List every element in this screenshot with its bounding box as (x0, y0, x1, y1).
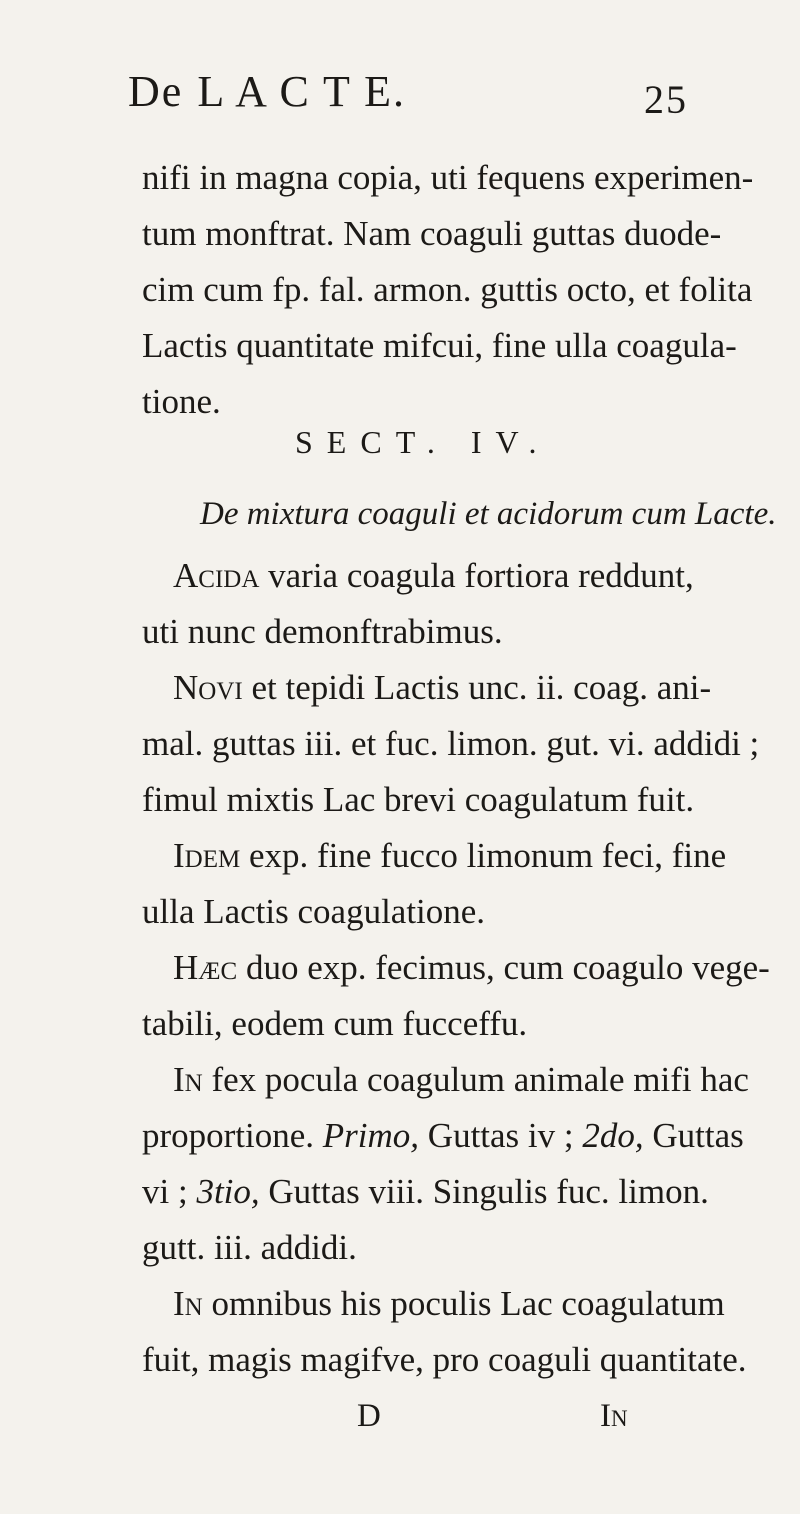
text-line: tum monftrat. Nam coaguli guttas duode- (142, 214, 722, 253)
lead-word: Novi (173, 668, 243, 707)
text-line: proportione. Primo, Guttas iv ; 2do, Guttas (142, 1116, 744, 1155)
lead-word: In (173, 1060, 203, 1099)
section-heading: SECT. IV. (295, 424, 551, 460)
text-line: Novi et tepidi Lactis unc. ii. coag. ani- (173, 668, 712, 707)
signature-mark: D (357, 1398, 381, 1434)
text-line: Lactis quantitate mifcui, fine ulla coagula- (142, 326, 737, 365)
text-line: mal. guttas iii. et fuc. limon. gut. vi. addidi ; (142, 724, 760, 763)
text-line: In fex pocula coagulum animale mifi hac (173, 1060, 749, 1099)
text-line: tione. (142, 382, 221, 421)
lead-word: Hæc (173, 948, 238, 987)
text-line: gutt. iii. addidi. (142, 1228, 357, 1267)
text-line: nifi in magna copia, uti fequens experimen- (142, 158, 754, 197)
lead-word: In (173, 1284, 203, 1323)
lead-word: Idem (173, 836, 241, 875)
section-subtitle: De mixtura coaguli et acidorum cum Lacte. (200, 496, 777, 532)
text-line: fimul mixtis Lac brevi coagulatum fuit. (142, 780, 695, 819)
text-line: tabili, eodem cum fucceffu. (142, 1004, 528, 1043)
text-line: Hæc duo exp. fecimus, cum coagulo vege- (173, 948, 770, 987)
running-head (128, 66, 688, 126)
text-line: vi ; 3tio, Guttas viii. Singulis fuc. limon. (142, 1172, 709, 1211)
page-number: 25 (644, 77, 688, 122)
catchword: In (600, 1398, 628, 1434)
running-title: De L A C T E. (128, 67, 406, 116)
text-line: fuit, magis magifve, pro coaguli quantitate. (142, 1340, 747, 1379)
text-line: Acida varia coagula fortiora reddunt, (173, 556, 694, 595)
lead-word: Acida (173, 556, 260, 595)
text-line: Idem exp. fine fucco limonum feci, fine (173, 836, 727, 875)
text-line: uti nunc demonftrabimus. (142, 612, 503, 651)
text-line: ulla Lactis coagulatione. (142, 892, 486, 931)
text-line: cim cum fp. fal. armon. guttis octo, et folita (142, 270, 753, 309)
text-line: In omnibus his poculis Lac coagulatum (173, 1284, 725, 1323)
